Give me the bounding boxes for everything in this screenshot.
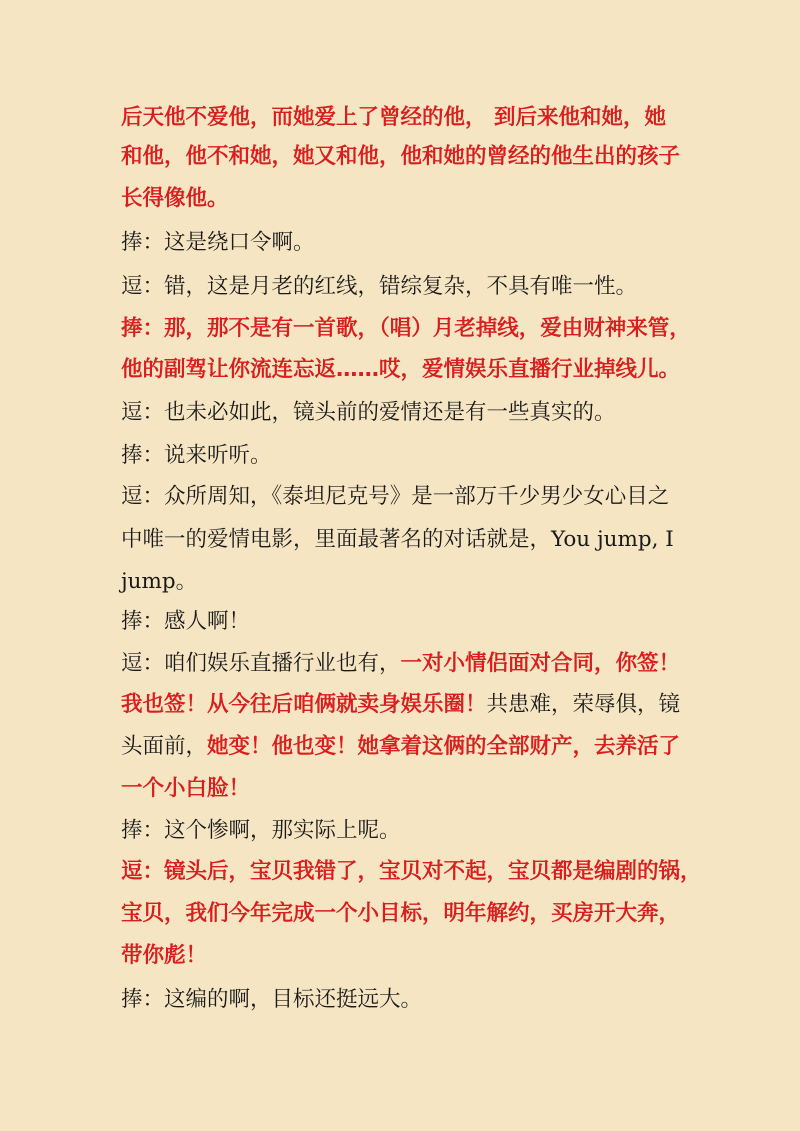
text-line [121, 567, 686, 597]
body-text: 逗：也未必如此，镜头前的爱情还是有一些真实的。 [121, 400, 616, 425]
body-text: 头面前， [121, 734, 208, 759]
text-line [121, 899, 686, 929]
highlighted-text: 他的副驾让你流连忘返……哎，爱情娱乐直播行业掉线儿。 [121, 357, 681, 382]
body-text: 捧：这个惨啊，那实际上呢。 [121, 818, 401, 843]
text-line [121, 482, 686, 512]
body-text: 中唯一的爱情电影，里面最著名的对话就是，You jump, I [121, 527, 674, 552]
text-line [121, 985, 686, 1015]
text-line [121, 314, 691, 344]
body-text: 逗：错，这是月老的红线，错综复杂，不具有唯一性。 [121, 274, 638, 299]
text-line [121, 649, 686, 679]
highlighted-text: 和他，他不和她，她又和他，他和她的曾经的他生出的孩子 [121, 144, 681, 169]
highlighted-text: 带你彪！ [121, 943, 208, 968]
highlighted-text: 逗：镜头后，宝贝我错了，宝贝对不起，宝贝都是编剧的锅， [121, 859, 702, 884]
body-text: 逗：众所周知，《泰坦尼克号》是一部万千少男少女心目之 [121, 484, 670, 509]
text-line [121, 355, 686, 385]
highlighted-text: 后天他不爱他，而她爱上了曾经的他， 到后来他和她，她 [121, 105, 666, 130]
text-line [121, 103, 686, 133]
highlighted-text: 我也签！从今往后咱俩就卖身娱乐圈！ [121, 692, 487, 717]
text-line [121, 525, 686, 555]
text-line [121, 690, 686, 720]
text-line [121, 272, 686, 302]
text-line [121, 816, 686, 846]
text-line [121, 941, 686, 971]
body-text: 逗：咱们娱乐直播行业也有， [121, 651, 401, 676]
text-line [121, 774, 686, 804]
body-text: jump。 [121, 569, 198, 594]
body-text: 捧：说来听听。 [121, 443, 272, 468]
highlighted-text: 捧：那，那不是有一首歌，（唱）月老掉线，爱由财神来管， [121, 316, 691, 341]
text-line [121, 857, 702, 887]
body-text: 捧：感人啊！ [121, 609, 251, 634]
body-text: 共患难，荣辱俱，镜 [486, 692, 681, 717]
text-line [121, 184, 686, 214]
text-line [121, 732, 686, 762]
text-line [121, 142, 686, 172]
highlighted-text: 一个小白脸！ [121, 776, 251, 801]
body-text: 捧：这是绕口令啊。 [121, 230, 315, 255]
text-line [121, 607, 686, 637]
highlighted-text: 宝贝，我们今年完成一个小目标，明年解约，买房开大奔， [121, 901, 681, 926]
body-text: 捧：这编的啊，目标还挺远大。 [121, 987, 423, 1012]
text-line [121, 228, 686, 258]
highlighted-text: 一对小情侣面对合同，你签！ [400, 651, 681, 676]
text-line [121, 441, 686, 471]
text-line [121, 398, 686, 428]
highlighted-text: 她变！他也变！她拿着这俩的全部财产，去养活了 [207, 734, 681, 759]
highlighted-text: 长得像他。 [121, 186, 229, 211]
